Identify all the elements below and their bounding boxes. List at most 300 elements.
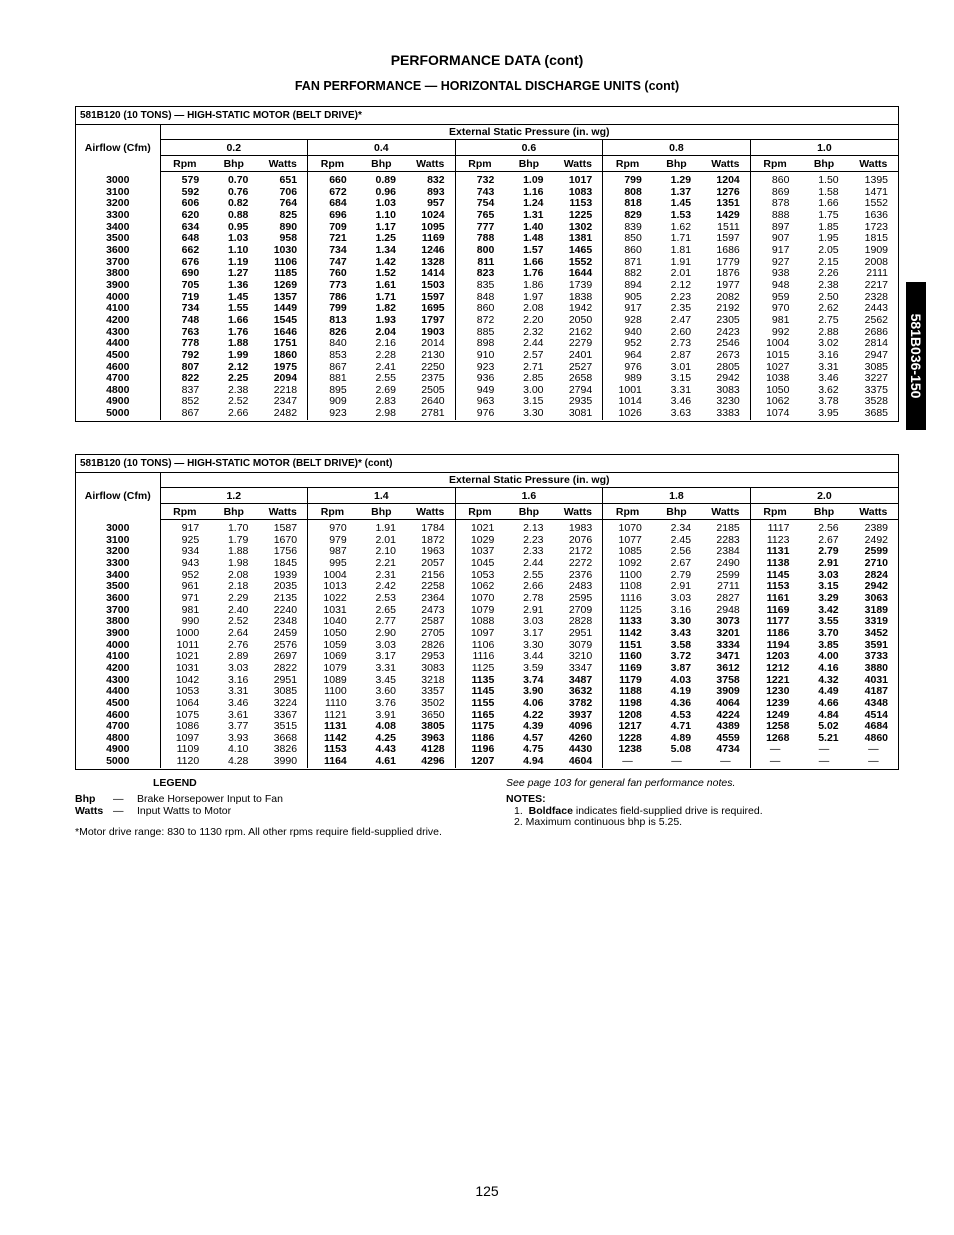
value-cell: 4348 [864,696,888,709]
column-label: Bhp [209,156,258,172]
value-cell: 0.76 [227,185,249,198]
value-cell: 3.01 [670,360,692,373]
side-tab [906,282,926,430]
column-label: Bhp [652,156,701,172]
value-cell: 3909 [701,686,750,698]
pressure-header: 2.0 [750,488,898,504]
value-cell: 4260 [554,733,603,745]
value-cell: 2217 [864,278,888,291]
value-cell: 3.45 [375,673,396,686]
value-cell: 3.74 [523,673,544,686]
value-cell: 1050 [323,626,347,639]
value-cell: 959 [771,290,790,303]
value-cell: 1204 [701,172,750,187]
value-cell: 948 [771,278,790,291]
airflow-cell: 4000 [76,640,160,652]
legend-title: LEGEND [153,777,197,789]
value-cell: — [818,743,830,756]
value-cell: 3515 [258,721,307,733]
value-cell: 2710 [864,556,888,569]
value-cell: 1000 [175,626,200,639]
column-label-row [76,504,898,520]
value-cell: 1.95 [818,232,839,245]
value-cell: 2640 [406,396,455,408]
value-cell: 2.44 [523,337,544,350]
value-cell: 3528 [864,395,888,408]
value-cell: 672 [329,185,347,198]
value-cell: 2.91 [818,556,839,569]
value-cell: 1.86 [523,278,544,291]
value-cell: 1.66 [227,313,249,326]
value-cell: 4224 [701,710,750,722]
value-cell: 676 [181,255,200,268]
value-cell: 1258 [766,720,790,733]
column-label: Watts [258,156,307,172]
value-cell: 2.75 [818,313,839,326]
value-cell: 2389 [864,522,888,534]
value-cell: 1.76 [227,325,249,338]
value-cell: 943 [181,556,200,569]
value-cell: 2162 [554,327,603,339]
value-cell: 2.04 [375,325,396,338]
value-cell: 2828 [554,616,603,628]
value-cell: 1503 [406,280,455,292]
value-cell: 3.03 [375,638,396,651]
value-cell: 1587 [258,520,307,535]
value-cell: 3.30 [523,638,544,651]
value-cell: — [622,755,633,768]
table-caption: 581B120 (10 TONS) — HIGH-STATIC MOTOR (BELT DRIVE)* (cont) [76,455,898,473]
value-cell: 1.71 [375,290,396,303]
legend-item [75,805,231,817]
value-cell: 2.98 [375,407,396,420]
value-cell: 4187 [864,685,888,698]
value-cell: 2.53 [375,591,396,604]
fan-performance-table-1 [75,106,899,422]
value-cell: 2.21 [375,556,396,569]
legend-key: Watts [75,805,104,817]
value-cell: 940 [624,325,642,338]
value-cell: 2111 [866,267,888,280]
value-cell: 3.70 [818,626,839,639]
value-cell: 4.75 [523,743,544,756]
value-cell: 839 [624,220,642,233]
value-cell: 1239 [766,696,790,709]
value-cell: 579 [181,174,200,186]
value-cell: 743 [476,185,495,198]
value-cell: 3.17 [375,650,396,663]
value-cell: 1.81 [670,243,692,256]
value-cell: 792 [181,348,200,361]
value-cell: 1.62 [670,220,692,233]
column-label: Watts [701,504,750,520]
value-cell: 3.31 [818,360,839,373]
value-cell: 1872 [406,535,455,547]
value-cell: 1225 [554,210,603,222]
value-cell: 890 [258,222,307,234]
value-cell: 748 [181,313,200,326]
value-cell: 1208 [618,708,642,721]
value-cell: 1.27 [227,267,249,280]
value-cell: 2527 [554,362,603,374]
value-cell: 2.91 [670,580,692,593]
side-tab-label: 581B036-150 [908,313,924,399]
airflow-cell: 3100 [76,535,160,547]
value-cell: 1.71 [670,232,692,245]
value-cell: 1644 [554,268,603,280]
value-cell: 747 [329,255,347,268]
value-cell: 2443 [864,302,888,315]
pressure-header: 1.2 [160,488,308,504]
pressure-header: 0.4 [308,140,456,156]
value-cell: 1031 [175,661,200,674]
value-cell: 1.50 [818,174,839,186]
value-cell: 4559 [701,733,750,745]
value-cell: 2.56 [818,522,839,534]
value-cell: 3.03 [523,615,544,628]
value-cell: 1169 [766,603,790,616]
value-cell: 2.31 [375,568,396,581]
value-cell: 2673 [701,350,750,362]
value-cell: 1069 [323,650,347,663]
value-cell: 1597 [406,292,455,304]
value-cell: 2.16 [375,337,396,350]
column-label: Watts [406,504,455,520]
pressure-header: 0.8 [603,140,751,156]
value-cell: 1064 [175,696,200,709]
value-cell: 2283 [701,535,750,547]
value-cell: 0.95 [227,220,249,233]
value-cell: 1004 [323,568,347,581]
value-cell: 928 [624,313,642,326]
value-cell: 893 [406,187,455,199]
airflow-cell: 3900 [76,628,160,640]
value-cell: 3.15 [818,580,839,593]
airflow-cell: 5000 [76,408,160,420]
value-cell: 2.33 [523,545,544,558]
value-cell: 1089 [323,673,347,686]
value-cell: 2.67 [818,533,839,546]
value-cell: 1751 [258,338,307,350]
column-label: Watts [701,156,750,172]
value-cell: 895 [329,383,347,396]
value-cell: 2.32 [523,325,544,338]
value-cell: 777 [476,220,495,233]
value-cell: 1686 [701,245,750,257]
page-number: 125 [475,1183,499,1199]
value-cell: 1.19 [227,255,249,268]
value-cell: 2805 [701,362,750,374]
value-cell: 2697 [258,651,307,663]
value-cell: 4096 [554,721,603,733]
value-cell: 648 [181,232,200,245]
value-cell: 2.55 [523,568,544,581]
value-cell: 3.29 [818,591,839,604]
value-cell: 3937 [554,710,603,722]
value-cell: 1.42 [375,255,396,268]
value-cell: 1756 [258,546,307,558]
value-cell: 2.28 [375,348,396,361]
value-cell: 1153 [766,580,790,593]
value-cell: 1169 [406,233,455,245]
value-cell: 1276 [701,187,750,199]
value-cell: 2942 [864,580,888,593]
value-cell: 3.76 [375,696,396,709]
value-cell: 2305 [701,315,750,327]
value-cell: 2947 [864,348,888,361]
value-cell: 995 [329,556,347,569]
column-label: Watts [554,156,603,172]
value-cell: 1963 [406,546,455,558]
airflow-cell: 3000 [76,520,160,535]
table-row [76,756,898,768]
value-cell: 1.82 [375,302,396,315]
value-cell: 1014 [618,395,642,408]
value-cell: 1739 [554,280,603,292]
value-cell: 1.10 [227,243,249,256]
value-cell: 1.55 [227,302,249,315]
value-cell: 964 [624,348,642,361]
value-cell: 2781 [406,408,455,420]
value-cell: 1135 [471,673,495,686]
airflow-cell: 3800 [76,268,160,280]
value-cell: 690 [181,267,200,280]
value-cell: 1269 [258,280,307,292]
value-cell: 2546 [701,338,750,350]
airflow-header: Airflow (Cfm) [76,125,160,172]
value-cell: 867 [329,360,347,373]
value-cell: 1083 [554,187,603,199]
legend-desc: Brake Horsepower Input to Fan [137,793,283,805]
value-cell: 2711 [701,581,750,593]
value-cell: 2473 [406,605,455,617]
value-cell: 2.69 [375,383,396,396]
value-cell: 3063 [864,591,888,604]
value-cell: 3.58 [670,638,692,651]
value-cell: 3591 [864,638,888,651]
value-cell: 3.16 [227,673,249,686]
value-cell: 3.15 [523,395,544,408]
value-cell: 1784 [406,520,455,535]
value-cell: 2.52 [227,615,249,628]
value-cell: 2.23 [523,533,544,546]
value-cell: 2595 [554,593,603,605]
value-cell: — [769,743,781,756]
value-cell: 4128 [406,744,455,756]
value-cell: 4.16 [818,661,839,674]
value-cell: 3083 [701,385,750,397]
value-cell: 1026 [618,407,642,420]
value-cell: 1194 [766,638,790,651]
value-cell: 3502 [406,698,455,710]
value-cell: 3189 [864,603,888,616]
value-cell: 1186 [471,731,495,744]
value-cell: 3.42 [818,603,839,616]
value-cell: 970 [329,522,347,534]
value-cell: 2.91 [523,603,544,616]
value-cell: 2951 [554,628,603,640]
value-cell: 2.83 [375,395,396,408]
value-cell: 3.55 [818,615,839,628]
value-cell: 1.70 [227,522,249,534]
value-cell: 1.85 [818,220,839,233]
value-cell: 1092 [618,556,642,569]
esp-header: External Static Pressure (in. wg) [160,473,898,488]
value-cell: 1095 [406,222,455,234]
value-cell: 958 [258,233,307,245]
value-cell: 4.61 [375,755,396,768]
value-cell: 1153 [323,743,347,756]
airflow-cell: 4700 [76,721,160,733]
value-cell: 2505 [406,385,455,397]
value-cell: 3.87 [670,661,692,674]
value-cell: 1.61 [375,278,396,291]
value-cell: 871 [624,255,642,268]
value-cell: 3.17 [523,626,544,639]
value-cell: 2328 [864,290,888,303]
table-row [76,172,898,187]
value-cell: 823 [476,267,495,280]
value-cell: 4604 [554,756,603,768]
airflow-cell: 3700 [76,605,160,617]
value-cell: 2.79 [670,568,692,581]
value-cell: 1845 [258,558,307,570]
airflow-cell: 4300 [76,675,160,687]
value-cell: 2.35 [670,302,692,315]
value-cell: 2.85 [523,372,544,385]
value-cell: 1086 [175,720,200,733]
value-cell: 3083 [406,663,455,675]
value-cell: 2.66 [523,580,544,593]
value-cell: — [818,755,830,768]
value-cell: 2658 [554,373,603,385]
value-cell: 909 [329,395,347,408]
value-cell: 1246 [406,245,455,257]
airflow-cell: 4500 [76,698,160,710]
value-cell: 1037 [470,545,495,558]
value-cell: 1511 [701,222,750,234]
legend-dash: — [113,805,124,817]
value-cell: 2401 [554,350,603,362]
value-cell: 1175 [471,720,495,733]
column-label: Watts [849,156,898,172]
value-cell: 1.03 [375,197,396,210]
value-cell: 869 [771,185,790,198]
table-row [76,593,898,605]
value-cell: 592 [181,185,200,198]
value-cell: 1088 [470,615,495,628]
value-cell: 1351 [701,198,750,210]
value-cell: 2459 [258,628,307,640]
value-cell: 2076 [554,535,603,547]
value-cell: 721 [329,232,347,245]
value-cell: 3805 [406,721,455,733]
value-cell: 979 [329,533,347,546]
value-cell: 3230 [701,396,750,408]
airflow-cell: 4200 [76,663,160,675]
value-cell: 705 [181,278,200,291]
value-cell: 2.88 [818,325,839,338]
value-cell: 4.94 [523,755,544,768]
value-cell: 732 [476,174,495,186]
value-cell: 2.34 [670,522,692,534]
value-cell: 3.93 [227,731,249,744]
value-cell: 818 [624,197,642,210]
value-cell: 1106 [471,638,495,651]
column-label: Bhp [357,156,406,172]
table-row [76,245,898,257]
value-cell: 1.88 [227,337,249,350]
value-cell: 2.87 [670,348,692,361]
value-cell: 1133 [619,615,642,628]
value-cell: 4734 [701,744,750,756]
value-cell: 3.03 [227,661,249,674]
value-cell: 5.21 [818,731,839,744]
value-cell: 3085 [258,686,307,698]
value-cell: 2827 [701,593,750,605]
value-cell: 3.85 [818,638,839,651]
value-cell: 3375 [864,383,888,396]
value-cell: 3650 [406,710,455,722]
value-cell: 2.77 [375,615,396,628]
column-label: Bhp [799,504,848,520]
value-cell: 2490 [701,558,750,570]
value-cell: 3079 [554,640,603,652]
value-cell: 2.50 [818,290,839,303]
value-cell: 1414 [406,268,455,280]
value-cell: 963 [476,395,495,408]
value-cell: 2935 [554,396,603,408]
value-cell: 1079 [323,661,347,674]
value-cell: 840 [329,337,347,350]
value-cell: 2035 [258,581,307,593]
value-cell: 1.79 [227,533,249,546]
value-cell: 3.03 [818,568,839,581]
value-cell: 2376 [554,570,603,582]
column-label: Rpm [160,156,209,172]
value-cell: — [671,755,682,768]
value-cell: 987 [329,545,347,558]
value-cell: 2185 [701,520,750,535]
airflow-cell: 4400 [76,338,160,350]
column-label: Rpm [750,156,799,172]
value-cell: 3632 [554,686,603,698]
value-cell: 981 [181,603,200,616]
value-cell: 2.57 [523,348,544,361]
value-cell: 2.01 [375,533,396,546]
value-cell: 1160 [619,650,642,663]
value-cell: 3.31 [375,661,396,674]
value-cell: 1125 [619,603,642,616]
column-label: Rpm [455,156,504,172]
value-cell: 3.03 [670,591,692,604]
value-cell: 3.59 [523,661,544,674]
value-cell: 1552 [864,197,888,210]
value-cell: 634 [181,220,200,233]
value-cell: 734 [181,302,200,315]
value-cell: 3612 [701,663,750,675]
airflow-cell: 3900 [76,280,160,292]
value-cell: 1177 [766,615,790,628]
value-cell: 3319 [864,615,888,628]
value-cell: 3.90 [523,685,544,698]
airflow-cell: 3700 [76,257,160,269]
value-cell: 923 [329,407,347,420]
value-cell: 2.23 [670,290,692,303]
value-cell: 848 [476,290,495,303]
value-cell: 3.46 [670,395,692,408]
value-cell: 3334 [701,640,750,652]
